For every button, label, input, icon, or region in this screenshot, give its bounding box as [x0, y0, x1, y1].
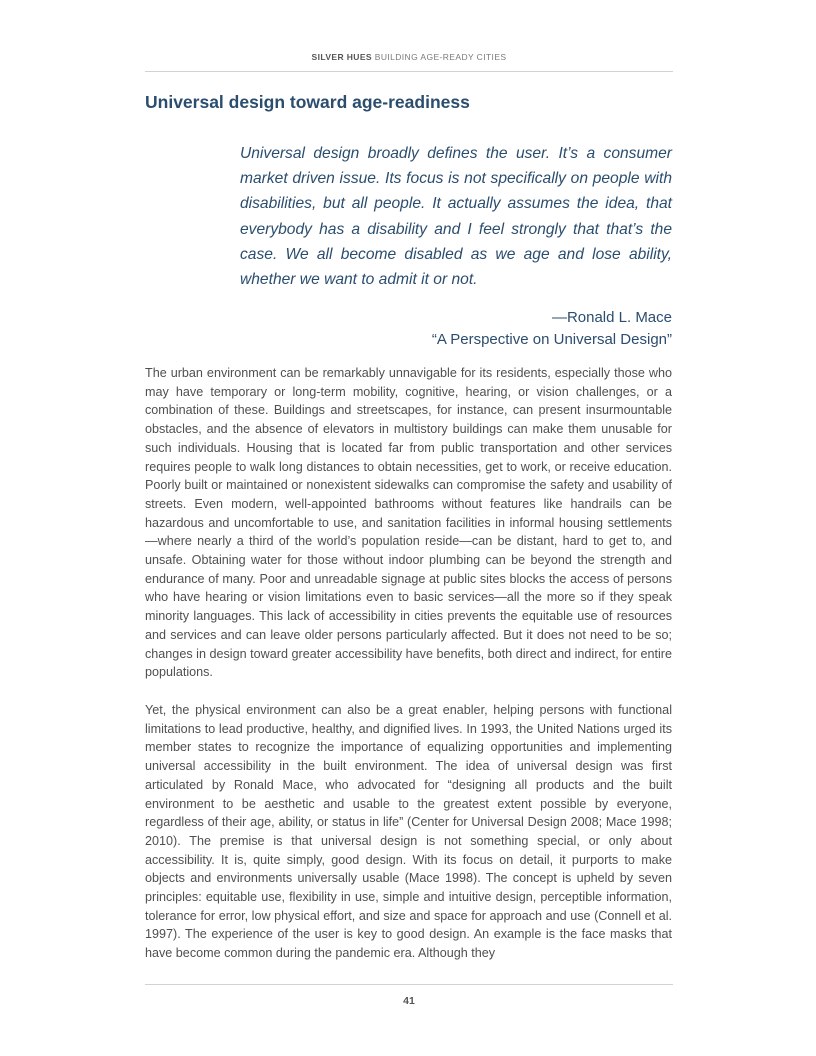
- running-head-title: BUILDING AGE-READY CITIES: [374, 52, 507, 62]
- section-title: Universal design toward age-readiness: [145, 92, 470, 112]
- page-number: 41: [403, 995, 415, 1007]
- body-paragraph-1: The urban environment can be remarkably unnavigable for its residents, especially those who may have temporary or long-term mobility, cognitive, hearing, or vision challenges, or a combination of these. Buildings and streetscapes, for instance, can present insurmountable obstacles, and the absence of elevators in multistory buildings can make them unusable for such individuals. Housing that is located far from public transportation and other services requires people to walk long distances to obtain necessities, get to work, or receive education. Poorly built or maintained or nonexistent sidewalks can compromise the safety and usability of streets. Even modern, well-appointed bathrooms without features like handrails can be hazardous and uncomfortable to use, and sanitation facilities in informal housing settlements—where nearly a third of the world’s population reside—can be distant, hard to get to, and unsafe. Obtaining water for those without indoor plumbing can be beyond the strength and endurance of many. Poor and unreadable signage at public sites blocks the access of persons who have hearing or vision limitations even to basic services—all the more so if they speak minority languages. This lack of accessibility in cities prevents the equitable use of resources and services and can leave older persons particularly affected. But it does not need to be so; changes in design toward greater accessibility have benefits, both direct and indirect, for entire populations.: [145, 366, 672, 680]
- footer-divider: [145, 984, 673, 985]
- epigraph-quote: Universal design broadly defines the user. It’s a consumer market driven issue. Its focus is not specifically on people with disabilities, but all people. It actually assumes the idea, that everybody has a disability and I feel strongly that that’s the case. We all become disabled as we age and lose ability, whether we want to admit it or not.: [240, 145, 672, 289]
- epigraph-source: “A Perspective on Universal Design”: [431, 331, 672, 348]
- header-divider: [145, 71, 673, 72]
- running-head-series: SILVER HUES: [311, 52, 372, 62]
- body-paragraph-2: Yet, the physical environment can also be a great enabler, helping persons with functional limitations to lead productive, healthy, and dignified lives. In 1993, the United Nations urged its member states to recognize the importance of equalizing opportunities and implementing universal accessibility in the built environment. The idea of universal design was first articulated by Ronald Mace, who advocated for “designing all products and the built environment to be aesthetic and usable to the greatest extent possible by everyone, regardless of their age, ability, or status in life” (Center for Universal Design 2008; Mace 1998; 2010). The premise is that universal design is not something special, or only about accessibility. It is, quite simply, good design. With its focus on detail, it purports to make objects and environments universally usable (Mace 1998). The concept is upheld by seven principles: equitable use, flexibility in use, simple and intuitive design, perceptible information, tolerance for error, low physical effort, and size and space for approach and use (Connell et al. 1997). The experience of the user is key to good design. An example is the face masks that have become common during the pandemic era. Although they: [145, 703, 672, 961]
- running-head: [145, 52, 673, 62]
- epigraph-author: —Ronald L. Mace: [551, 309, 672, 326]
- epigraph-attribution: [340, 307, 672, 351]
